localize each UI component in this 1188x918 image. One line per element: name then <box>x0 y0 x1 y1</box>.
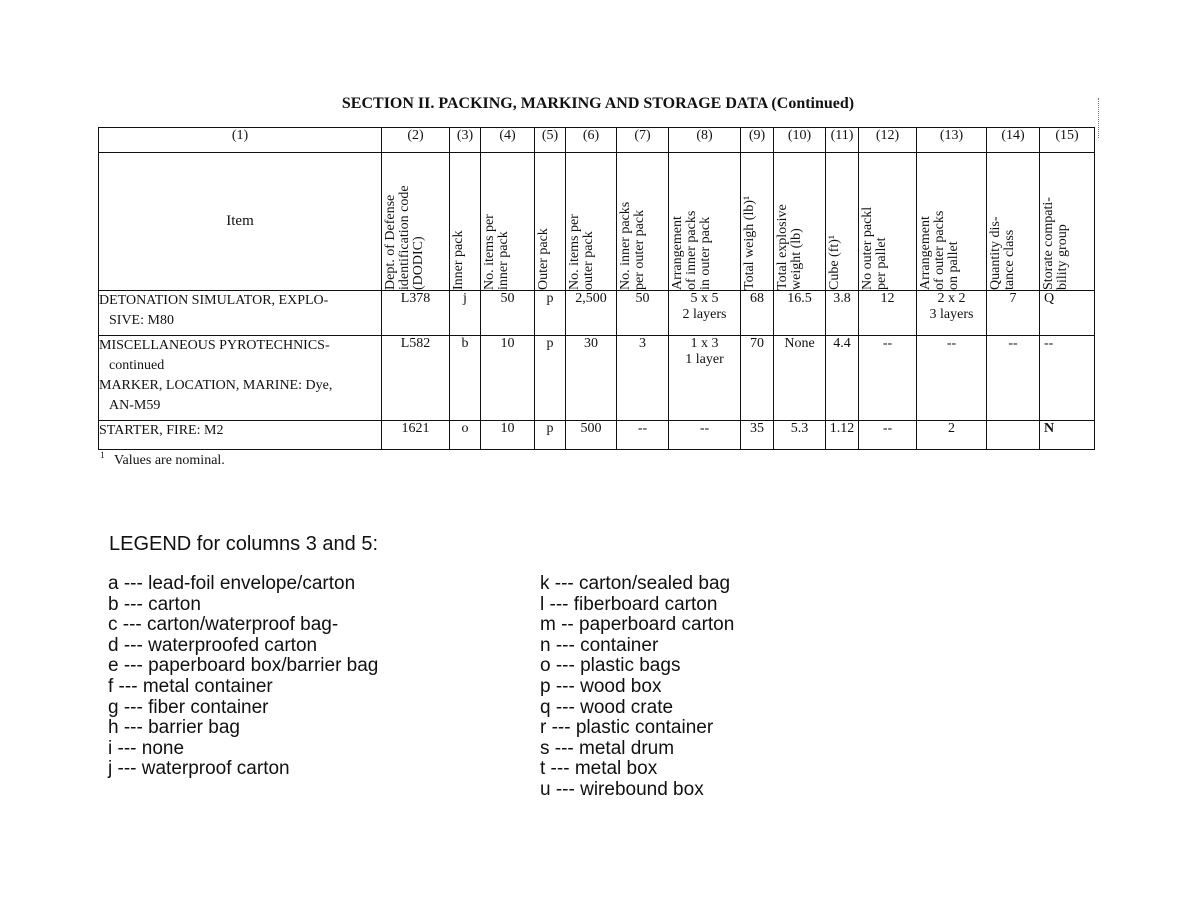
total-weight-cell: 70 <box>741 336 774 421</box>
header-line: Dept. of Defense <box>383 194 398 290</box>
cube-cell: 3.8 <box>826 291 859 336</box>
header-line: bility group <box>1055 224 1070 290</box>
table-row <box>99 291 1095 336</box>
outer-pack-cell: p <box>535 291 566 336</box>
column-number: (10) <box>774 128 826 153</box>
inner-pack-cell: o <box>450 421 481 450</box>
header-line: (DODIC) <box>411 236 426 290</box>
header-line: Outer pack <box>536 228 551 290</box>
legend-entry: p --- wood box <box>540 675 662 697</box>
column-number: (13) <box>917 128 987 153</box>
arrangement-line: 2 <box>948 421 955 436</box>
header-line: tance class <box>1002 229 1017 290</box>
legend-entry: q --- wood crate <box>540 696 674 718</box>
arrangement-inner-cell <box>669 336 741 421</box>
legend-entry: m -- paperboard carton <box>540 614 735 636</box>
item-line: MISCELLANEOUS PYROTECHNICS- <box>99 338 330 353</box>
total-weight-cell: 35 <box>741 421 774 450</box>
legend-left-column <box>108 574 378 780</box>
qd-class-cell: 7 <box>987 291 1040 336</box>
legend-entry: e --- paperboard box/barrier bag <box>108 655 379 677</box>
column-number: (14) <box>987 128 1040 153</box>
header-items-per-inner-pack <box>481 153 535 291</box>
dodic-cell: 1621 <box>382 421 450 450</box>
arrangement-line: 3 layers <box>929 307 974 322</box>
item-line: MARKER, LOCATION, MARINE: Dye, <box>99 378 333 393</box>
outer-per-pallet-cell: -- <box>859 421 917 450</box>
arrangement-outer-cell <box>917 421 987 450</box>
column-number: (9) <box>741 128 774 153</box>
legend-entry: t --- metal box <box>540 758 658 780</box>
legend-entry: u --- wirebound box <box>540 778 704 800</box>
legend-entry: n --- container <box>540 634 659 656</box>
legend-entry: a --- lead-foil envelope/carton <box>108 573 356 594</box>
column-number: (1) <box>99 128 382 153</box>
column-number: (3) <box>450 128 481 153</box>
legend-entry: s --- metal drum <box>540 737 675 759</box>
section-title: SECTION II. PACKING, MARKING AND STORAGE DATA (Continued) <box>341 95 855 112</box>
arrangement-line: -- <box>699 421 710 436</box>
legend-entry: i --- none <box>108 737 185 759</box>
header-line: on pallet <box>946 241 961 290</box>
column-number: (7) <box>617 128 669 153</box>
total-weight-cell: 68 <box>741 291 774 336</box>
header-arrangement-outer <box>917 153 987 291</box>
arrangement-line: -- <box>946 336 957 351</box>
items-inner-cell: 10 <box>481 421 535 450</box>
column-number: (15) <box>1040 128 1095 153</box>
items-outer-cell: 30 <box>566 336 617 421</box>
header-cube <box>826 153 859 291</box>
arrangement-line: 1 layer <box>685 352 724 367</box>
packing-data-table <box>98 127 1095 450</box>
arrangement-inner-cell <box>669 291 741 336</box>
item-line: AN-M59 <box>109 398 161 413</box>
item-cell <box>99 291 382 336</box>
legend-entry: k --- carton/sealed bag <box>540 573 731 594</box>
footnote-text: Values are nominal. <box>114 452 225 468</box>
compat-group-cell: N <box>1040 421 1095 450</box>
header-dodic <box>382 153 450 291</box>
item-line: DETONATION SIMULATOR, EXPLO- <box>99 293 329 308</box>
header-line: Quantity dis- <box>988 216 1003 290</box>
inner-pack-cell: b <box>450 336 481 421</box>
item-cell <box>99 336 382 421</box>
arrangement-outer-cell <box>917 336 987 421</box>
arrangement-line: 2 layers <box>682 307 727 322</box>
footnote-mark: 1 <box>100 450 105 460</box>
legend-entry: h --- barrier bag <box>108 717 240 739</box>
header-total-weight <box>741 153 774 291</box>
header-line: per pallet <box>874 237 889 290</box>
arrangement-line: 1 x 3 <box>690 336 719 351</box>
compat-group-cell: -- <box>1040 336 1095 421</box>
legend-entry: o --- plastic bags <box>540 655 681 677</box>
header-item: Item <box>99 153 382 291</box>
inner-per-outer-cell: -- <box>617 421 669 450</box>
cube-cell: 1.12 <box>826 421 859 450</box>
outer-per-pallet-cell: -- <box>859 336 917 421</box>
table-row <box>99 336 1095 421</box>
header-line: No outer packl <box>860 206 875 290</box>
explosive-weight-cell: 5.3 <box>774 421 826 450</box>
header-outer-per-pallet <box>859 153 917 291</box>
legend-entry: l --- fiberboard carton <box>540 593 718 615</box>
header-line: Storate compati- <box>1041 197 1056 290</box>
item-line: continued <box>109 358 165 373</box>
column-number: (4) <box>481 128 535 153</box>
outer-pack-cell: p <box>535 421 566 450</box>
header-compat-group <box>1040 153 1095 291</box>
header-inner-packs-per-outer <box>617 153 669 291</box>
qd-class-cell: -- <box>987 336 1040 421</box>
table-row <box>99 421 1095 450</box>
outer-per-pallet-cell: 12 <box>859 291 917 336</box>
header-line: weight (lb) <box>789 228 804 290</box>
header-explosive-weight <box>774 153 826 291</box>
column-number: (8) <box>669 128 741 153</box>
arrangement-line: 2 x 2 <box>937 291 966 306</box>
legend-entry: b --- carton <box>108 593 201 615</box>
header-line: Cube (ft)¹ <box>827 234 842 290</box>
legend-entry: c --- carton/waterproof bag- <box>108 614 339 636</box>
inner-per-outer-cell: 3 <box>617 336 669 421</box>
header-line: of inner packs <box>684 210 699 290</box>
header-line: No. items per <box>567 214 582 290</box>
legend-entry: d --- waterproofed carton <box>108 634 318 656</box>
column-number: (12) <box>859 128 917 153</box>
dodic-cell: L582 <box>382 336 450 421</box>
header-line: No. inner packs <box>618 201 633 290</box>
compat-group-cell: Q <box>1040 291 1095 336</box>
inner-pack-cell: j <box>450 291 481 336</box>
qd-class-cell <box>987 421 1040 450</box>
header-line: in outer pack <box>698 216 713 290</box>
cube-cell: 4.4 <box>826 336 859 421</box>
column-number: (5) <box>535 128 566 153</box>
legend-entry: j --- waterproof carton <box>108 758 290 780</box>
legend-entry: f --- metal container <box>108 675 273 697</box>
column-number-row <box>99 128 1095 153</box>
column-number: (6) <box>566 128 617 153</box>
legend-right-column <box>540 574 734 801</box>
column-number: (11) <box>826 128 859 153</box>
outer-pack-cell: p <box>535 336 566 421</box>
header-line: Inner pack <box>451 230 466 290</box>
explosive-weight-cell: None <box>774 336 826 421</box>
dodic-cell: L378 <box>382 291 450 336</box>
arrangement-inner-cell <box>669 421 741 450</box>
arrangement-outer-cell <box>917 291 987 336</box>
header-arrangement-inner <box>669 153 741 291</box>
item-cell <box>99 421 382 450</box>
header-outer-pack <box>535 153 566 291</box>
legend-entry: g --- fiber container <box>108 696 269 718</box>
items-inner-cell: 50 <box>481 291 535 336</box>
footnote <box>100 450 225 469</box>
header-line: identification code <box>397 185 412 290</box>
header-line: per outer pack <box>632 209 647 290</box>
header-items-per-outer-pack <box>566 153 617 291</box>
inner-per-outer-cell: 50 <box>617 291 669 336</box>
header-line: Total weigh (lb)¹ <box>742 195 757 290</box>
header-line: inner pack <box>496 231 511 290</box>
legend-title: LEGEND for columns 3 and 5: <box>109 533 379 555</box>
items-inner-cell: 10 <box>481 336 535 421</box>
header-line: Total explosive <box>775 204 790 290</box>
header-qd-class <box>987 153 1040 291</box>
explosive-weight-cell: 16.5 <box>774 291 826 336</box>
header-line: outer pack <box>581 231 596 290</box>
header-line: Arrangement <box>918 216 933 290</box>
item-line: STARTER, FIRE: M2 <box>99 423 224 438</box>
column-number: (2) <box>382 128 450 153</box>
header-line: Arrangement <box>670 216 685 290</box>
item-line: SIVE: M80 <box>109 313 174 328</box>
arrangement-line: 5 x 5 <box>690 291 719 306</box>
header-line: of outer packs <box>932 210 947 290</box>
items-outer-cell: 500 <box>566 421 617 450</box>
items-outer-cell: 2,500 <box>566 291 617 336</box>
legend-entry: r --- plastic container <box>540 717 714 739</box>
header-inner-pack <box>450 153 481 291</box>
header-line: No. items per <box>482 214 497 290</box>
column-header-row <box>99 153 1095 291</box>
